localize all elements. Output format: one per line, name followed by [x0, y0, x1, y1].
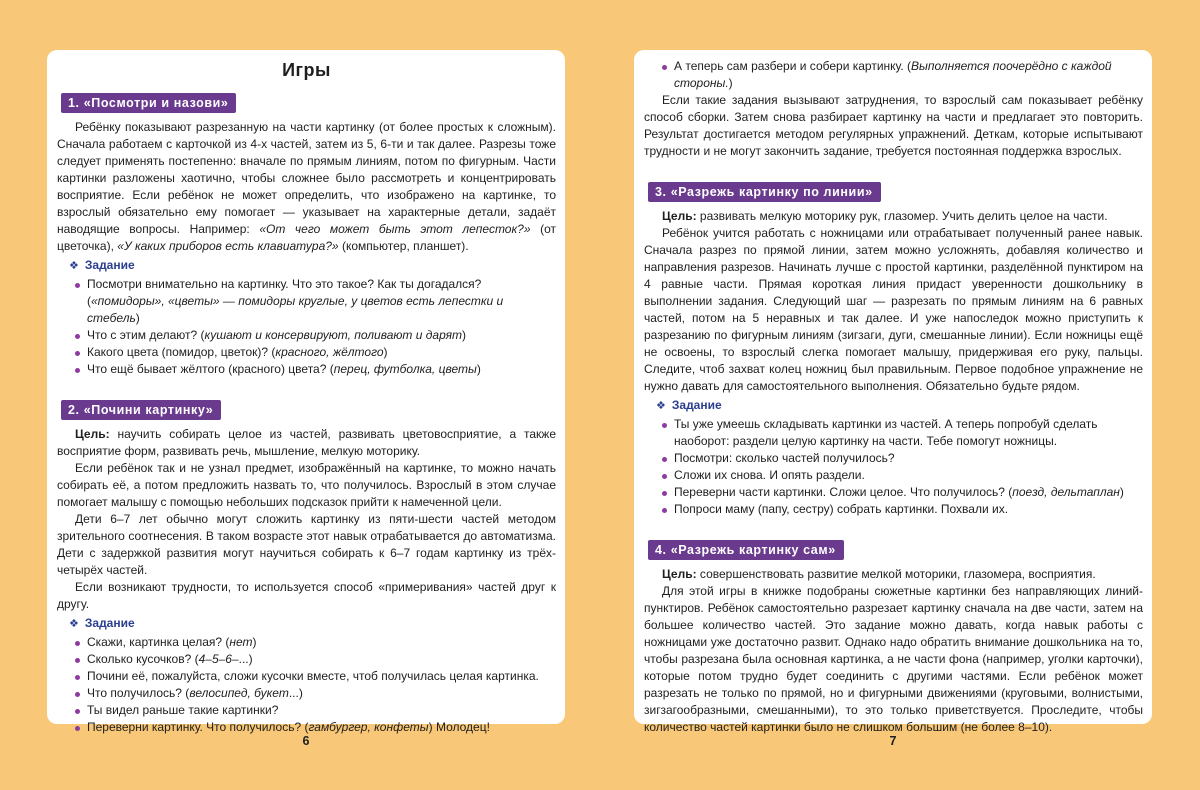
section-heading-1: 1. «Посмотри и назови» [61, 93, 236, 113]
section-2-paragraph: Если возникают трудности, то используется способ «примеривания» частей друг к другу. [57, 580, 556, 611]
section-2-paragraph: Дети 6–7 лет обычно могут сложить картинку из пяти-шести частей методом зрительного соотнесения. В таком возрасте этот навык отрабатывается до автоматизма. Дети с задержкой развития могут научиться собирать к 6–7 годам картинку из трёх-четырёх частей. [57, 512, 556, 577]
task-title-1: ❖ Задание [69, 258, 135, 272]
list-item: Сколько кусочков? (4–5–6–...) [57, 651, 556, 668]
list-item: Почини её, пожалуйста, сложи кусочки вместе, чтоб получилась целая картинка. [57, 668, 556, 685]
section-1-paragraph: Ребёнку показывают разрезанную на части картинку (от более простых к сложным). Сначала работаем с карточкой из 4-х частей, затем из 5, 6-ти и так далее. Разрезы тоже следует применять постепенно: вначале по прямым линиям, потом по фигурным. Части картинки разложены хаотично, чтобы сложнее было рассмотреть и концентрировать восприятие. Если ребёнок не может определить, что изображено на картинке, то взрослый обязательно ему помогает — указывает на характерные детали, задаёт наводящие вопросы. Например: «От чего может быть этот лепесток?» (от цветочка), «У каких приборов есть клавиатура?» (компьютер, планшет). [57, 120, 556, 253]
bullet-icon [75, 675, 80, 680]
section-heading-2: 2. «Почини картинку» [61, 400, 221, 420]
bullet-icon [662, 508, 667, 513]
bullet-icon [662, 65, 667, 70]
bullet-icon [662, 457, 667, 462]
section-4-goal: Цель: совершенствовать развитие мелкой моторики, глазомера, восприятия. [662, 567, 1096, 581]
list-item: Что ещё бывает жёлтого (красного) цвета? (перец, футболка, цветы) [57, 361, 556, 378]
left-page [47, 50, 565, 734]
section-2-paragraph: Если ребёнок так и не узнал предмет, изображённый на картинке, то можно начать собирать её, а потом предложить назвать то, что получилось. Взрослый в этом случае помогает малышу с помощью небольших подсказок прийти к намеченной цели. [57, 461, 556, 509]
bullet-icon [75, 351, 80, 356]
task-title-3: ❖ Задание [656, 398, 722, 412]
section-4-paragraph: Для этой игры в книжке подобраны сюжетные картинки без направляющих линий-пунктиров. Ребёнок самостоятельно разрезает картинку сначала на две части, затем на большее количество частей. Это задание можно давать, когда навык работы с ножницами уже достаточно развит. Однако надо обратить внимание дошкольника на то, чтобы разрезана была основная картинка, а не части фона (например, уголки карточки), которые потом трудно будет соединить с другими частями. Если ребёнок может разрезать не только по прямой, но и фигурными движениями (круговыми, волнистыми, зигзагообразными, смешанными), то это только приветствуется. Проследите, чтобы количество частей картинки было не слишком большим (не более 8–10). [644, 584, 1143, 734]
four-point-star-icon: ❖ [69, 260, 79, 272]
list-item: Сложи их снова. И опять раздели. [644, 467, 1143, 484]
section-heading-3: 3. «Разрежь картинку по линии» [648, 182, 881, 202]
page-number-left: 6 [302, 734, 310, 748]
section-3-paragraph: Ребёнок учится работать с ножницами или отрабатывает полученный ранее навык. Сначала разрез по прямой линии, затем можно усложнять, добавляя количество и направления разрезов. Начинать лучше с простой картинки, разделённой пунктиром на 4 равные части. Прямая короткая линия придаст уверенности дошкольнику в выполнении задания. Следующий шаг — разрезать по прямым линиям на 6 равных частей, потом на 5 неравных и так далее. И уже напоследок можно приступить к разрезанию по фигурным линиям (зигзаги, дуги, смешанные линии). Если ножницы ещё не освоены, то взрослый слегка помогает малышу, придерживая его руку, пальцы. Следите, чтоб захват колец ножниц был правильным. Первое подобное упражнение не нужно давать для самостоятельного выполнения. Обязательно будьте рядом. [644, 226, 1143, 393]
task-list-1 [57, 276, 556, 378]
task-list-2 [57, 634, 556, 736]
page-title: Игры [282, 60, 331, 80]
continued-paragraph: Если такие задания вызывают затруднения, то взрослый сам показывает ребёнку способ сборки. Затем снова разбирает картинку на части и предлагает это повторить. Результат достигается методом регулярных упражнений. Деткам, которые испытывают трудности и не могут закончить задание, требуется постоянная поддержка взрослых. [644, 93, 1143, 158]
section-3-goal: Цель: развивать мелкую моторику рук, глазомер. Учить делить целое на части. [662, 209, 1108, 223]
list-item: Что с этим делают? (кушают и консервируют, поливают и дарят) [57, 327, 556, 344]
section-heading-4: 4. «Разрежь картинку сам» [648, 540, 844, 560]
list-item: Посмотри: сколько частей получилось? [644, 450, 1143, 467]
list-item: Что получилось? (велосипед, букет...) [57, 685, 556, 702]
list-item: Посмотри внимательно на картинку. Что это такое? Как ты догадался? («помидоры», «цветы» — помидоры круглые, у цветов есть лепестки и стебель) [57, 276, 556, 327]
right-page [634, 50, 1152, 734]
continued-task-list [644, 58, 1143, 92]
bullet-icon [75, 709, 80, 714]
bullet-icon [662, 423, 667, 428]
list-item: Переверни картинку. Что получилось? (гамбургер, конфеты) Молодец! [57, 719, 556, 736]
bullet-icon [662, 474, 667, 479]
section-2-goal: Цель: научить собирать целое из частей, развивать цветовосприятие, а также восприятие форм, развивать речь, мышление, мелкую моторику. [57, 427, 556, 458]
list-item: А теперь сам разбери и собери картинку. (Выполняется поочерёдно с каждой стороны.) [644, 58, 1143, 92]
bullet-icon [75, 641, 80, 646]
bullet-icon [662, 491, 667, 496]
task-list-3 [644, 416, 1143, 518]
bullet-icon [75, 692, 80, 697]
list-item: Скажи, картинка целая? (нет) [57, 634, 556, 651]
list-item: Попроси маму (папу, сестру) собрать картинки. Похвали их. [644, 501, 1143, 518]
bullet-icon [75, 283, 80, 288]
list-item: Какого цвета (помидор, цветок)? (красного, жёлтого) [57, 344, 556, 361]
bullet-icon [75, 368, 80, 373]
bullet-icon [75, 726, 80, 731]
bullet-icon [75, 334, 80, 339]
four-point-star-icon: ❖ [656, 400, 666, 412]
list-item: Ты видел раньше такие картинки? [57, 702, 556, 719]
list-item: Ты уже умеешь складывать картинки из частей. А теперь попробуй сделать наоборот: раздели целую картинку на части. Тебе помогут ножницы. [644, 416, 1143, 450]
task-title-2: ❖ Задание [69, 616, 135, 630]
four-point-star-icon: ❖ [69, 618, 79, 630]
bullet-icon [75, 658, 80, 663]
list-item: Переверни части картинки. Сложи целое. Что получилось? (поезд, дельтаплан) [644, 484, 1143, 501]
page-number-right: 7 [889, 734, 897, 748]
